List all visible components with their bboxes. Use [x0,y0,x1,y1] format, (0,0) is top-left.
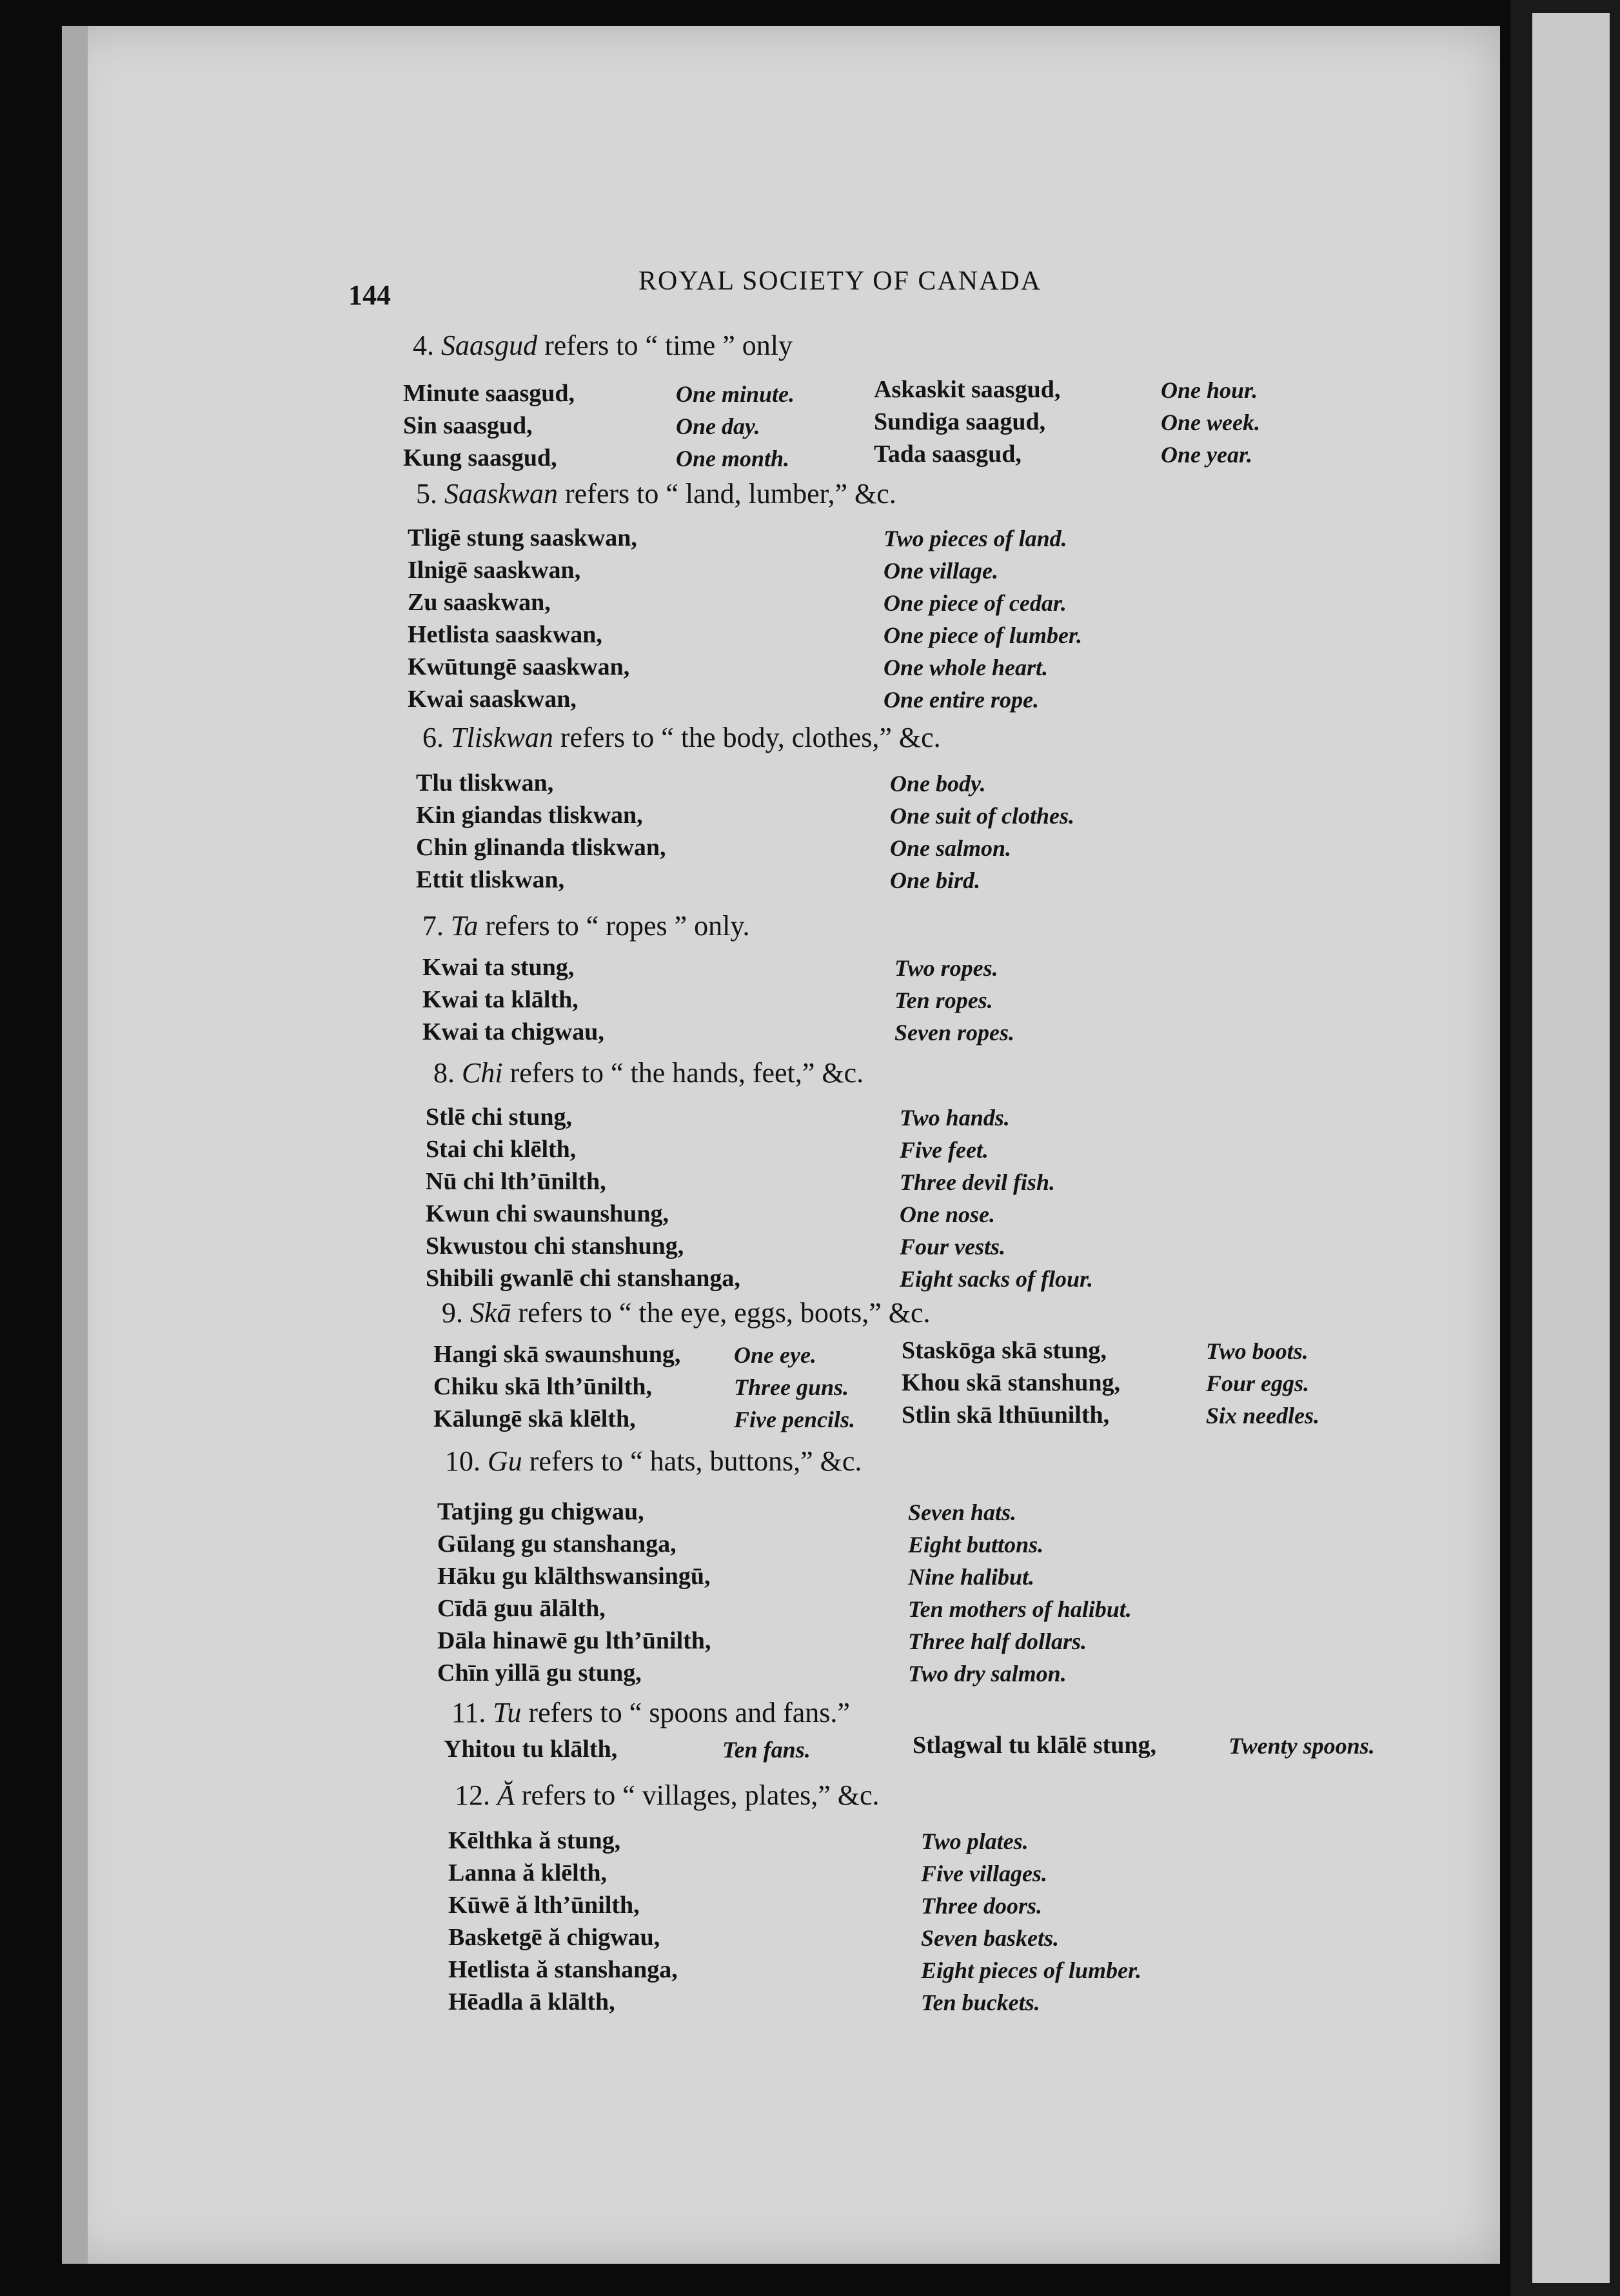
english-translation: One month. [676,446,790,471]
haida-phrase: Hetlista saaskwan, [408,621,602,648]
haida-phrase: Skwustou chi stanshung, [426,1232,684,1260]
english-translation: One piece of cedar. [884,590,1067,616]
section-heading [445,1445,862,1478]
haida-phrase: Kēlthka ă stung, [448,1827,621,1854]
page-number: 144 [348,279,391,311]
english-translation: Seven baskets. [921,1925,1059,1951]
english-translation: One nose. [900,1202,996,1227]
section-heading [451,1696,850,1729]
haida-phrase: Kwūtungē saaskwan, [408,653,630,680]
haida-phrase: Kwai saaskwan, [408,686,577,713]
section-description: refers to “ ropes ” only. [485,910,750,942]
english-translation: Five pencils. [734,1407,855,1432]
haida-phrase: Stai chi klēlth, [426,1136,577,1163]
english-translation: Ten fans. [722,1737,811,1763]
english-translation: Five feet. [900,1137,989,1163]
section-number: 9. [442,1297,463,1329]
haida-phrase: Kung saasgud, [403,444,557,471]
haida-phrase: Tligē stung saaskwan, [408,524,637,551]
section-heading [422,909,750,942]
haida-phrase: Basketgē ă chigwau, [448,1924,660,1951]
next-page-edge [1532,13,1610,2283]
section-heading [455,1779,880,1812]
english-translation: One year. [1161,442,1252,468]
section-number: 12. [455,1779,490,1811]
haida-phrase: Yhitou tu klālth, [444,1736,618,1763]
haida-phrase: Tatjing gu chigwau, [437,1498,644,1525]
section-number: 10. [445,1445,480,1477]
section-description: refers to “ time ” only [544,330,793,361]
haida-phrase: Chīn yillā gu stung, [437,1659,642,1687]
haida-phrase: Staskōga skā stung, [902,1337,1107,1364]
english-translation: Two boots. [1206,1338,1309,1364]
english-translation: Ten ropes. [894,987,993,1013]
haida-phrase: Tada saasgud, [874,440,1022,468]
english-translation: One bird. [890,867,981,893]
section-description: refers to “ hats, buttons,” &c. [529,1445,862,1477]
page-edge [62,26,88,2264]
english-translation: One suit of clothes. [890,803,1075,829]
section-description: refers to “ the body, clothes,” &c. [560,722,941,753]
haida-phrase: Kwai ta klālth, [422,986,578,1013]
english-translation: One minute. [676,381,795,407]
section-term: Saasgud [441,330,538,361]
english-translation: Two ropes. [894,955,998,981]
english-translation: One village. [884,558,998,584]
haida-phrase: Ilnigē saaskwan, [408,557,581,584]
english-translation: Ten buckets. [921,1990,1040,2015]
section-term: Chi [462,1057,503,1089]
section-description: refers to “ the eye, eggs, boots,” &c. [518,1297,931,1329]
running-title: ROYAL SOCIETY OF CANADA [638,266,1042,296]
section-description: refers to “ land, lumber,” &c. [565,478,896,510]
haida-phrase: Hangi skā swaunshung, [433,1341,681,1368]
english-translation: Four vests. [900,1234,1006,1260]
haida-phrase: Sundiga saagud, [874,408,1046,435]
haida-phrase: Cīdā guu ālālth, [437,1595,606,1622]
section-number: 11. [451,1697,486,1728]
haida-phrase: Minute saasgud, [403,380,575,407]
english-translation: Two plates. [921,1828,1029,1854]
haida-phrase: Shibili gwanlē chi stanshanga, [426,1265,740,1292]
english-translation: Eight sacks of flour. [900,1266,1094,1292]
haida-phrase: Kin giandas tliskwan, [416,802,643,829]
haida-phrase: Chin glinanda tliskwan, [416,834,666,861]
english-translation: One whole heart. [884,655,1049,680]
english-translation: Three guns. [734,1374,849,1400]
haida-phrase: Gūlang gu stanshanga, [437,1530,677,1558]
section-heading [413,329,793,362]
english-translation: One entire rope. [884,687,1039,713]
haida-phrase: Dāla hinawē gu lth’ūnilth, [437,1627,711,1654]
haida-phrase: Askaskit saasgud, [874,376,1061,403]
haida-phrase: Hetlista ă stanshanga, [448,1956,678,1983]
section-heading [416,477,896,510]
haida-phrase: Kūwē ă lth’ūnilth, [448,1892,640,1919]
english-translation: Three doors. [921,1893,1042,1919]
haida-phrase: Stlē chi stung, [426,1103,572,1131]
english-translation: One week. [1161,410,1260,435]
section-number: 7. [422,910,444,942]
haida-phrase: Hāku gu klālthswansingū, [437,1563,711,1590]
section-heading [433,1056,864,1089]
haida-phrase: Zu saaskwan, [408,589,551,616]
haida-phrase: Hēadla ā klālth, [448,1988,615,2015]
section-term: Tliskwan [451,722,553,753]
english-translation: Twenty spoons. [1229,1733,1375,1759]
haida-phrase: Ettit tliskwan, [416,866,565,893]
english-translation: Two pieces of land. [884,526,1067,551]
section-term: Saaskwan [444,478,558,510]
english-translation: One salmon. [890,835,1012,861]
haida-phrase: Stlagwal tu klālē stung, [913,1732,1156,1759]
haida-phrase: Nū chi lth’ūnilth, [426,1168,606,1195]
english-translation: Five villages. [921,1861,1047,1886]
haida-phrase: Tlu tliskwan, [416,769,554,797]
section-number: 8. [433,1057,455,1089]
english-translation: One day. [676,413,760,439]
section-term: Skā [470,1297,511,1329]
section-description: refers to “ the hands, feet,” &c. [509,1057,864,1089]
english-translation: Four eggs. [1206,1371,1310,1396]
english-translation: One eye. [734,1342,816,1368]
section-heading [442,1296,931,1329]
haida-phrase: Sin saasgud, [403,412,533,439]
english-translation: One body. [890,771,986,797]
section-description: refers to “ spoons and fans.” [528,1697,850,1728]
english-translation: Six needles. [1206,1403,1319,1429]
english-translation: Three devil fish. [900,1169,1055,1195]
section-heading [422,721,941,754]
section-term: Ta [451,910,479,942]
english-translation: Three half dollars. [908,1628,1087,1654]
english-translation: Eight buttons. [908,1532,1044,1558]
section-number: 6. [422,722,444,753]
section-number: 5. [416,478,437,510]
haida-phrase: Kwai ta chigwau, [422,1018,604,1045]
haida-phrase: Lanna ă klēlth, [448,1859,608,1886]
section-term: Tu [493,1697,522,1728]
english-translation: Seven hats. [908,1499,1017,1525]
english-translation: Nine halibut. [908,1564,1035,1590]
section-description: refers to “ villages, plates,” &c. [521,1779,880,1811]
english-translation: Two hands. [900,1105,1010,1131]
haida-phrase: Khou skā stanshung, [902,1369,1121,1396]
section-number: 4. [413,330,434,361]
section-term: Ă [497,1779,515,1811]
english-translation: Seven ropes. [894,1020,1014,1045]
haida-phrase: Kwai ta stung, [422,954,575,981]
section-term: Gu [488,1445,522,1477]
haida-phrase: Chiku skā lth’ūnilth, [433,1373,652,1400]
haida-phrase: Kwun chi swaunshung, [426,1200,669,1227]
english-translation: Ten mothers of halibut. [908,1596,1132,1622]
english-translation: One piece of lumber. [884,622,1082,648]
english-translation: Two dry salmon. [908,1661,1067,1687]
haida-phrase: Kālungē skā klēlth, [433,1405,636,1432]
english-translation: Eight pieces of lumber. [921,1957,1141,1983]
haida-phrase: Stlin skā lthūunilth, [902,1401,1110,1429]
english-translation: One hour. [1161,377,1258,403]
